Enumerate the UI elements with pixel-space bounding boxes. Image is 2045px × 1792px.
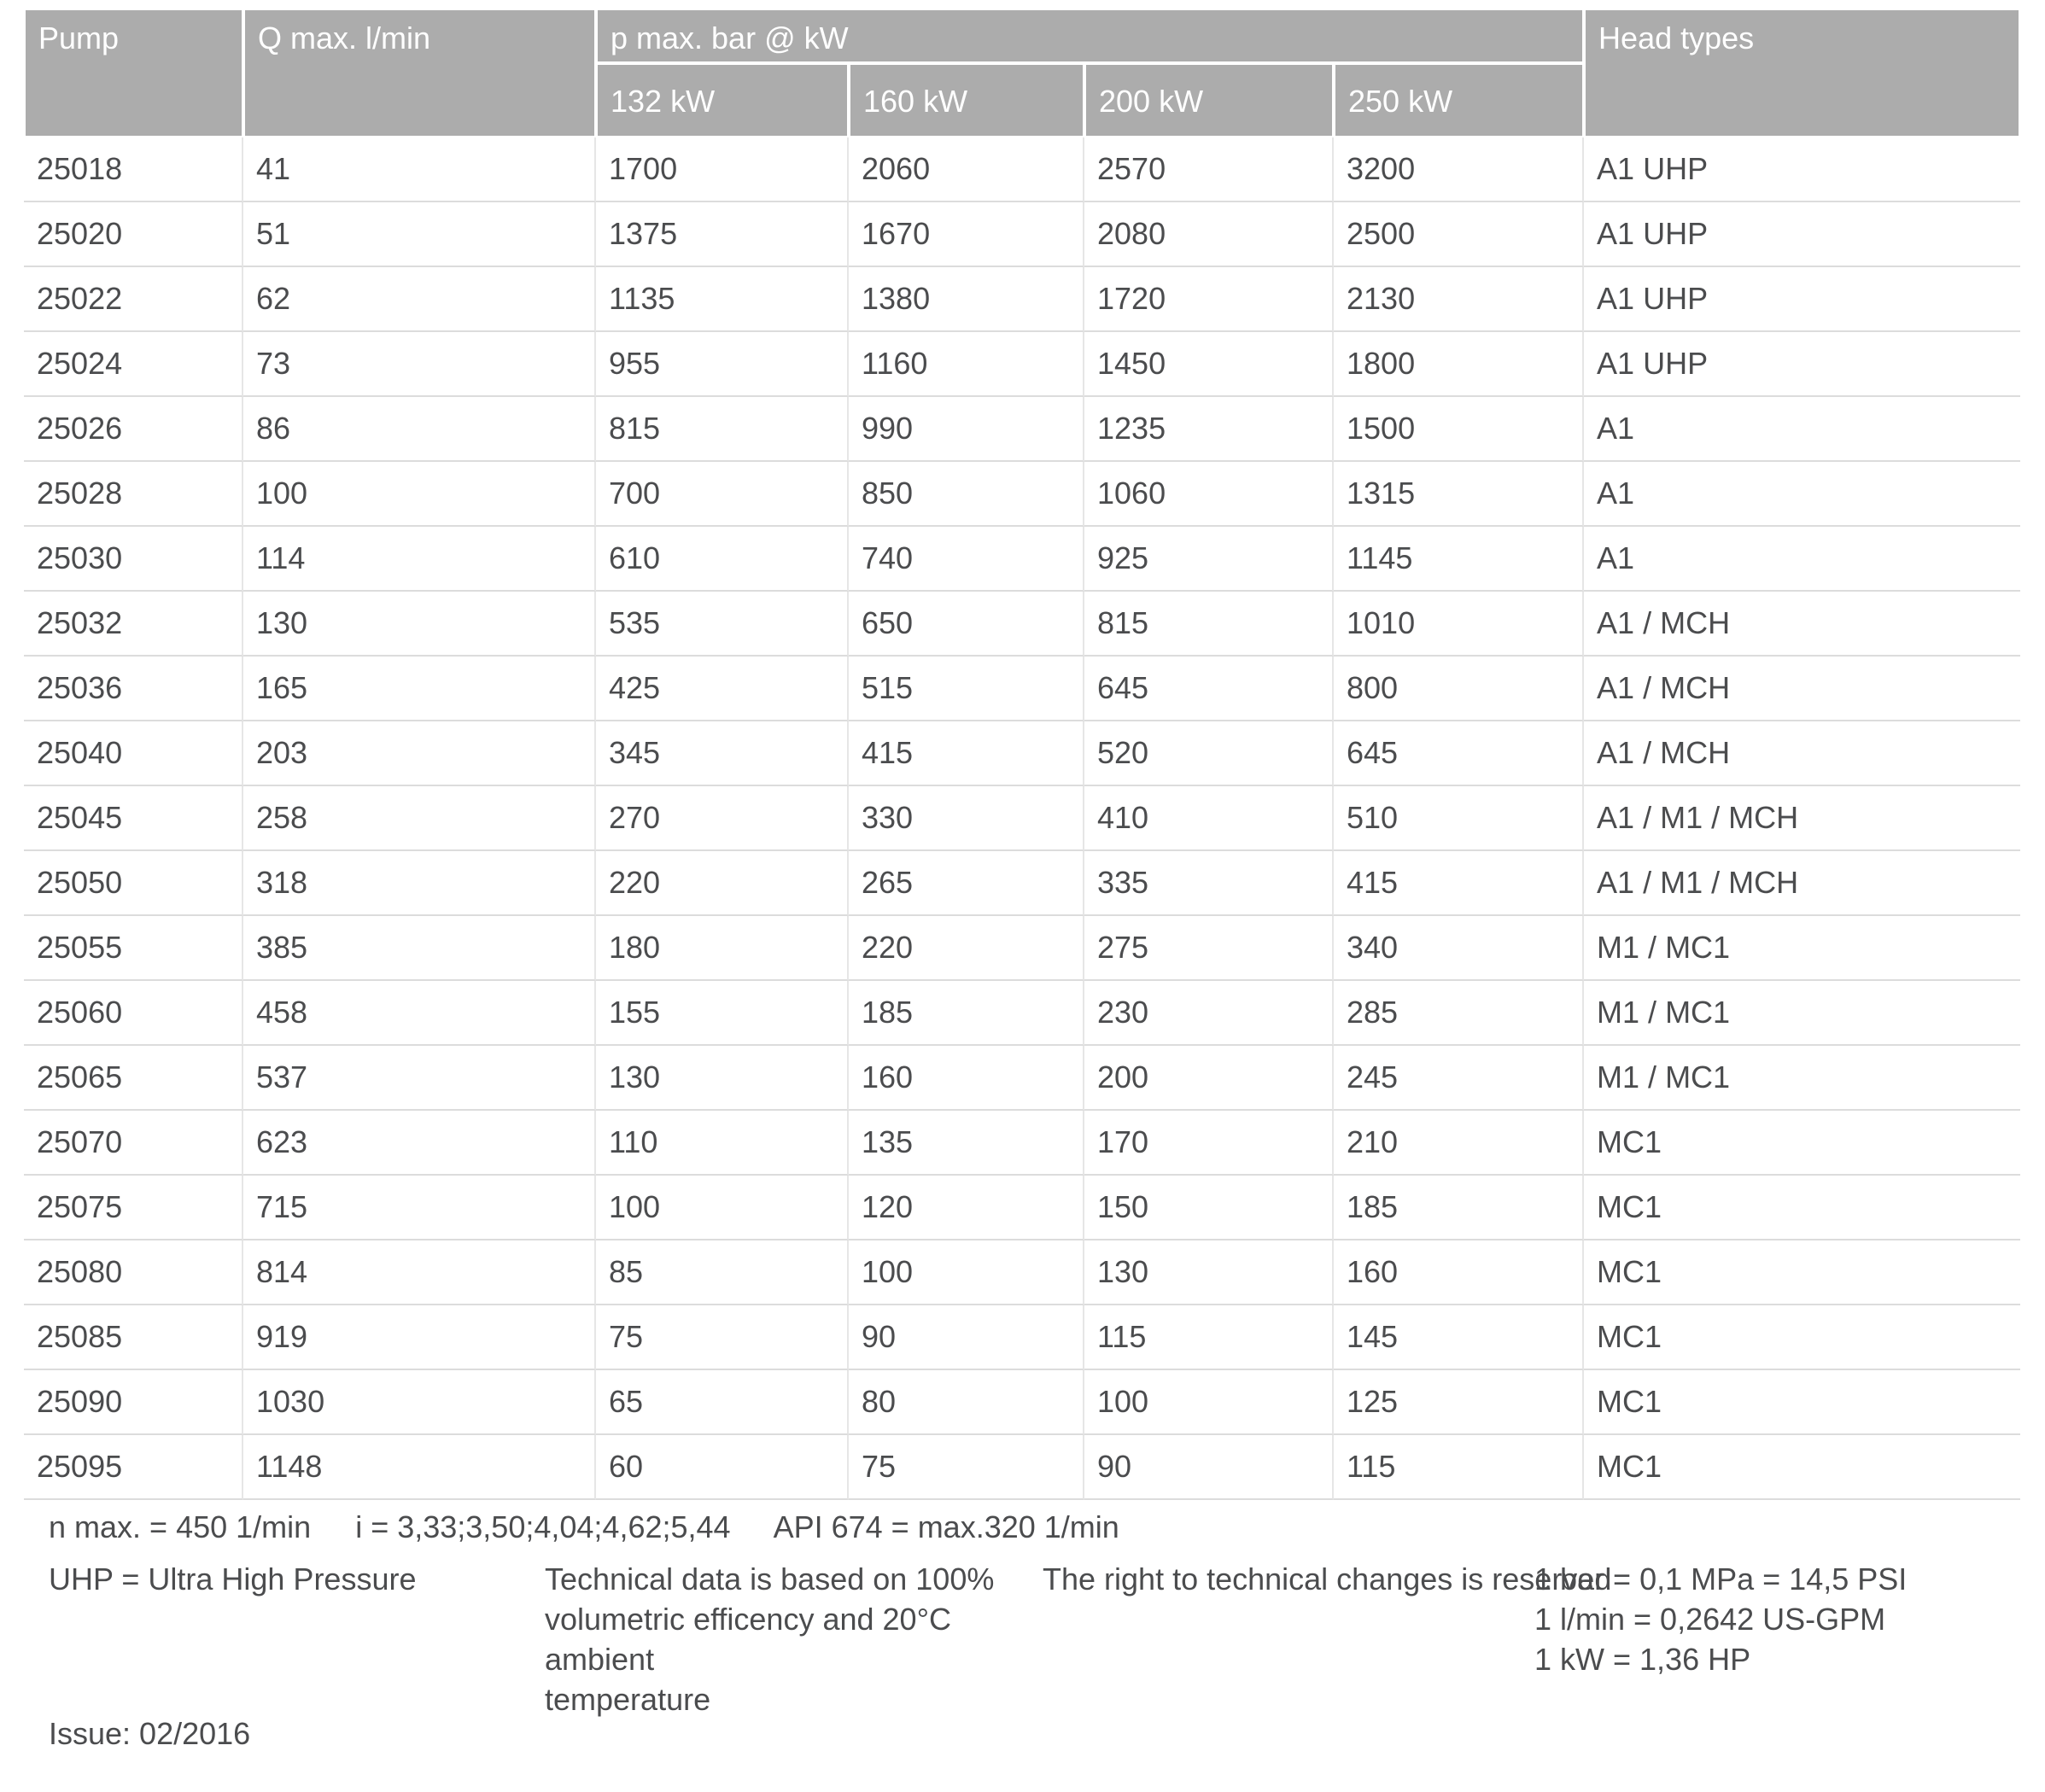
table-row: [24, 267, 2020, 332]
cell-200kw: 335: [1084, 851, 1334, 916]
cell-132kw: 130: [596, 1046, 849, 1111]
cell-200kw: 1720: [1084, 267, 1334, 332]
cell-pump: 25085: [24, 1305, 243, 1370]
cell-pump: 25060: [24, 981, 243, 1046]
footnote-api674: API 674 = max.320 1/min: [773, 1509, 1119, 1544]
cell-head-types: A1 / MCH: [1584, 721, 2020, 786]
cell-250kw: 800: [1334, 657, 1584, 721]
cell-160kw: 265: [849, 851, 1084, 916]
cell-132kw: 220: [596, 851, 849, 916]
cell-q-max: 623: [243, 1111, 596, 1176]
cell-250kw: 125: [1334, 1370, 1584, 1435]
cell-200kw: 925: [1084, 527, 1334, 592]
cell-132kw: 270: [596, 786, 849, 851]
footnote-gear-ratios: i = 3,33;3,50;4,04;4,62;5,44: [355, 1509, 731, 1544]
cell-250kw: 340: [1334, 916, 1584, 981]
table-row: [24, 851, 2020, 916]
cell-q-max: 919: [243, 1305, 596, 1370]
cell-200kw: 645: [1084, 657, 1334, 721]
cell-pump: 25022: [24, 267, 243, 332]
cell-250kw: 185: [1334, 1176, 1584, 1240]
cell-200kw: 115: [1084, 1305, 1334, 1370]
cell-160kw: 415: [849, 721, 1084, 786]
table-row: [24, 332, 2020, 397]
cell-pump: 25055: [24, 916, 243, 981]
cell-pump: 25070: [24, 1111, 243, 1176]
table-row: [24, 721, 2020, 786]
cell-160kw: 220: [849, 916, 1084, 981]
pump-table-body: [24, 137, 2020, 1500]
cell-200kw: 520: [1084, 721, 1334, 786]
table-row: [24, 981, 2020, 1046]
cell-200kw: 150: [1084, 1176, 1334, 1240]
cell-head-types: A1 / M1 / MCH: [1584, 786, 2020, 851]
note-technical-line: volumetric efficency and 20°C ambient: [545, 1602, 951, 1677]
conversion-lmin: 1 l/min = 0,2642 US-GPM: [1534, 1602, 1886, 1637]
cell-q-max: 114: [243, 527, 596, 592]
cell-160kw: 185: [849, 981, 1084, 1046]
cell-132kw: 815: [596, 397, 849, 462]
cell-head-types: A1: [1584, 462, 2020, 527]
cell-pump: 25075: [24, 1176, 243, 1240]
cell-200kw: 130: [1084, 1240, 1334, 1305]
cell-250kw: 1010: [1334, 592, 1584, 657]
cell-q-max: 203: [243, 721, 596, 786]
cell-q-max: 458: [243, 981, 596, 1046]
cell-250kw: 3200: [1334, 137, 1584, 202]
table-header: [24, 9, 2020, 137]
cell-132kw: 700: [596, 462, 849, 527]
cell-q-max: 130: [243, 592, 596, 657]
cell-200kw: 815: [1084, 592, 1334, 657]
cell-pump: 25020: [24, 202, 243, 267]
cell-q-max: 86: [243, 397, 596, 462]
cell-160kw: 990: [849, 397, 1084, 462]
cell-160kw: 1160: [849, 332, 1084, 397]
table-row: [24, 1176, 2020, 1240]
footnote-n-max: n max. = 450 1/min: [49, 1509, 312, 1544]
cell-132kw: 60: [596, 1435, 849, 1500]
note-uhp: UHP = Ultra High Pressure: [49, 1561, 417, 1596]
note-technical: [545, 1559, 1040, 1719]
cell-160kw: 330: [849, 786, 1084, 851]
cell-head-types: M1 / MC1: [1584, 1046, 2020, 1111]
cell-132kw: 345: [596, 721, 849, 786]
cell-160kw: 135: [849, 1111, 1084, 1176]
cell-q-max: 51: [243, 202, 596, 267]
cell-200kw: 1235: [1084, 397, 1334, 462]
table-row: [24, 202, 2020, 267]
cell-160kw: 1670: [849, 202, 1084, 267]
cell-q-max: 537: [243, 1046, 596, 1111]
cell-250kw: 510: [1334, 786, 1584, 851]
note-unit-conversions: [1534, 1559, 1907, 1679]
cell-250kw: 160: [1334, 1240, 1584, 1305]
cell-132kw: 85: [596, 1240, 849, 1305]
cell-250kw: 1800: [1334, 332, 1584, 397]
cell-200kw: 1450: [1084, 332, 1334, 397]
cell-132kw: 180: [596, 916, 849, 981]
cell-132kw: 1135: [596, 267, 849, 332]
cell-head-types: A1: [1584, 527, 2020, 592]
cell-160kw: 740: [849, 527, 1084, 592]
cell-132kw: 75: [596, 1305, 849, 1370]
cell-head-types: A1 / MCH: [1584, 592, 2020, 657]
cell-pump: 25026: [24, 397, 243, 462]
cell-head-types: A1 UHP: [1584, 137, 2020, 202]
cell-250kw: 2130: [1334, 267, 1584, 332]
cell-head-types: MC1: [1584, 1111, 2020, 1176]
cell-250kw: 285: [1334, 981, 1584, 1046]
cell-pump: 25018: [24, 137, 243, 202]
cell-head-types: A1 UHP: [1584, 267, 2020, 332]
footnote-line: [49, 1509, 1155, 1545]
cell-250kw: 145: [1334, 1305, 1584, 1370]
cell-pump: 25065: [24, 1046, 243, 1111]
cell-pump: 25095: [24, 1435, 243, 1500]
cell-pump: 25045: [24, 786, 243, 851]
header-head-types: Head types: [1584, 9, 2020, 137]
cell-160kw: 100: [849, 1240, 1084, 1305]
cell-pump: 25032: [24, 592, 243, 657]
cell-head-types: A1 UHP: [1584, 202, 2020, 267]
cell-250kw: 2500: [1334, 202, 1584, 267]
cell-q-max: 73: [243, 332, 596, 397]
cell-160kw: 1380: [849, 267, 1084, 332]
cell-132kw: 1375: [596, 202, 849, 267]
cell-pump: 25080: [24, 1240, 243, 1305]
cell-pump: 25030: [24, 527, 243, 592]
cell-132kw: 155: [596, 981, 849, 1046]
cell-160kw: 120: [849, 1176, 1084, 1240]
cell-q-max: 258: [243, 786, 596, 851]
cell-160kw: 650: [849, 592, 1084, 657]
table-row: [24, 592, 2020, 657]
cell-132kw: 955: [596, 332, 849, 397]
table-row: [24, 1111, 2020, 1176]
cell-250kw: 645: [1334, 721, 1584, 786]
table-row: [24, 1370, 2020, 1435]
cell-q-max: 814: [243, 1240, 596, 1305]
cell-q-max: 41: [243, 137, 596, 202]
conversion-kw: 1 kW = 1,36 HP: [1534, 1642, 1751, 1677]
cell-q-max: 318: [243, 851, 596, 916]
table-row: [24, 397, 2020, 462]
cell-200kw: 275: [1084, 916, 1334, 981]
cell-head-types: MC1: [1584, 1435, 2020, 1500]
cell-head-types: MC1: [1584, 1370, 2020, 1435]
header-250kw: 250 kW: [1334, 63, 1584, 137]
cell-250kw: 210: [1334, 1111, 1584, 1176]
cell-q-max: 715: [243, 1176, 596, 1240]
cell-head-types: A1 / M1 / MCH: [1584, 851, 2020, 916]
table-row: [24, 527, 2020, 592]
cell-200kw: 410: [1084, 786, 1334, 851]
cell-132kw: 65: [596, 1370, 849, 1435]
cell-head-types: MC1: [1584, 1305, 2020, 1370]
cell-pump: 25024: [24, 332, 243, 397]
table-row: [24, 1435, 2020, 1500]
cell-pump: 25036: [24, 657, 243, 721]
note-technical-line: Technical data is based on 100%: [545, 1561, 995, 1596]
cell-250kw: 415: [1334, 851, 1584, 916]
cell-q-max: 165: [243, 657, 596, 721]
cell-pump: 25040: [24, 721, 243, 786]
header-p-max-group: p max. bar @ kW: [596, 9, 1584, 63]
table-row: [24, 786, 2020, 851]
cell-pump: 25028: [24, 462, 243, 527]
pump-spec-table: [24, 9, 2020, 1500]
header-row-1: [24, 9, 2020, 63]
cell-head-types: M1 / MC1: [1584, 916, 2020, 981]
table-row: [24, 916, 2020, 981]
cell-160kw: 850: [849, 462, 1084, 527]
table-row: [24, 1046, 2020, 1111]
cell-head-types: MC1: [1584, 1176, 2020, 1240]
cell-160kw: 2060: [849, 137, 1084, 202]
cell-200kw: 230: [1084, 981, 1334, 1046]
cell-head-types: A1 / MCH: [1584, 657, 2020, 721]
note-technical-line: temperature: [545, 1682, 711, 1717]
cell-160kw: 90: [849, 1305, 1084, 1370]
cell-132kw: 1700: [596, 137, 849, 202]
header-pump: Pump: [24, 9, 243, 137]
cell-head-types: MC1: [1584, 1240, 2020, 1305]
cell-q-max: 1148: [243, 1435, 596, 1500]
cell-160kw: 160: [849, 1046, 1084, 1111]
header-200kw: 200 kW: [1084, 63, 1334, 137]
cell-200kw: 2080: [1084, 202, 1334, 267]
cell-q-max: 1030: [243, 1370, 596, 1435]
cell-132kw: 425: [596, 657, 849, 721]
cell-160kw: 515: [849, 657, 1084, 721]
cell-132kw: 100: [596, 1176, 849, 1240]
cell-250kw: 1145: [1334, 527, 1584, 592]
table-row: [24, 462, 2020, 527]
cell-head-types: M1 / MC1: [1584, 981, 2020, 1046]
cell-250kw: 245: [1334, 1046, 1584, 1111]
cell-q-max: 62: [243, 267, 596, 332]
cell-200kw: 200: [1084, 1046, 1334, 1111]
cell-200kw: 100: [1084, 1370, 1334, 1435]
conversion-bar: 1 bar = 0,1 MPa = 14,5 PSI: [1534, 1561, 1908, 1596]
issue-date: Issue: 02/2016: [49, 1716, 251, 1751]
table-row: [24, 657, 2020, 721]
cell-head-types: A1 UHP: [1584, 332, 2020, 397]
header-132kw: 132 kW: [596, 63, 849, 137]
cell-132kw: 110: [596, 1111, 849, 1176]
cell-250kw: 1315: [1334, 462, 1584, 527]
cell-200kw: 170: [1084, 1111, 1334, 1176]
cell-132kw: 610: [596, 527, 849, 592]
cell-132kw: 535: [596, 592, 849, 657]
table-row: [24, 1240, 2020, 1305]
cell-250kw: 115: [1334, 1435, 1584, 1500]
table-row: [24, 137, 2020, 202]
table-row: [24, 1305, 2020, 1370]
cell-160kw: 75: [849, 1435, 1084, 1500]
cell-pump: 25050: [24, 851, 243, 916]
cell-q-max: 100: [243, 462, 596, 527]
cell-250kw: 1500: [1334, 397, 1584, 462]
cell-200kw: 90: [1084, 1435, 1334, 1500]
header-q-max: Q max. l/min: [243, 9, 596, 137]
header-160kw: 160 kW: [849, 63, 1084, 137]
cell-200kw: 1060: [1084, 462, 1334, 527]
cell-q-max: 385: [243, 916, 596, 981]
cell-200kw: 2570: [1084, 137, 1334, 202]
note-rights-reserved: The right to technical changes is reserved: [1043, 1561, 1612, 1596]
cell-head-types: A1: [1584, 397, 2020, 462]
cell-160kw: 80: [849, 1370, 1084, 1435]
cell-pump: 25090: [24, 1370, 243, 1435]
